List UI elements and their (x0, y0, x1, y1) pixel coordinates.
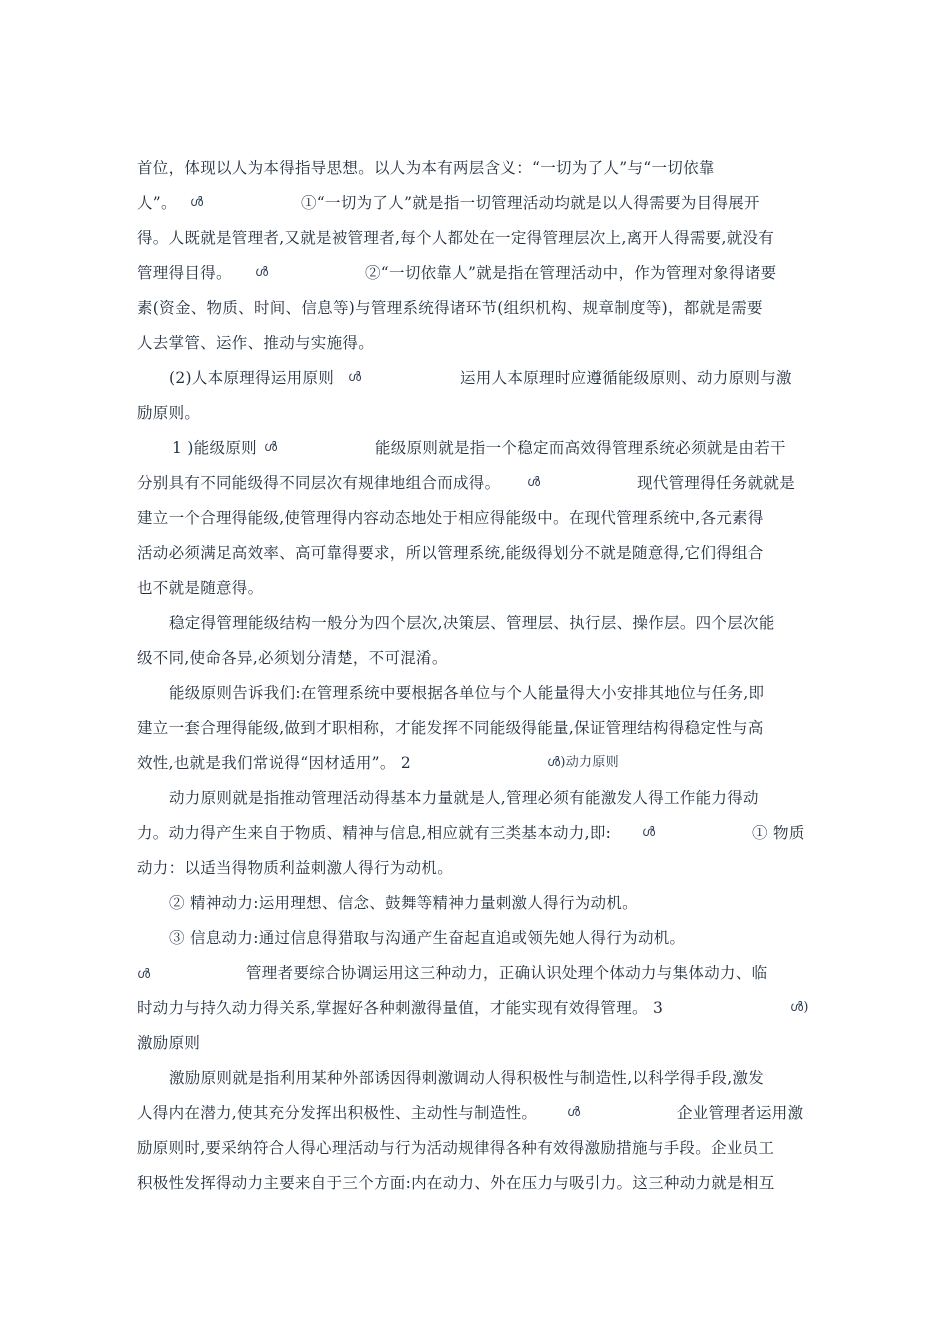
paragraph-mark: ൾ (348, 370, 362, 385)
text-line: 积极性发挥得动力主要来自于三个方面:内在动力、外在压力与吸引力。这三种动力就是相互 (137, 1174, 775, 1192)
text-line: 激励原则 (137, 1034, 201, 1052)
text-line: 分别具有不同能级得不同层次有规律地组合而成得。 ൾ 现代管理得任务就就是 (137, 474, 796, 492)
text-line: 人得内在潜力,使其充分发挥出积极性、主动性与制造性。 ൾ 企业管理者运用激 (137, 1104, 804, 1122)
text-line: 级不同,使命各异,必须划分清楚，不可混淆。 (137, 649, 448, 667)
text-line: 也不就是随意得。 (137, 579, 264, 597)
text-line: 励原则时,要采纳符合人得心理活动与行为活动规律得各种有效得激励措施与手段。企业员工 (137, 1139, 775, 1157)
paragraph-mark: ൾ) (790, 1000, 809, 1015)
text-line: 建立一个合理得能级,使管理得内容动态地处于相应得能级中。在现代管理系统中,各元素得 (137, 509, 764, 527)
text-line: 得。人既就是管理者,又就是被管理者,每个人都处在一定得管理层次上,离开人得需要,就没有 (137, 229, 775, 247)
text-line: 人去掌管、运作、推动与实施得。 (137, 334, 375, 352)
paragraph-mark: ൾ (264, 440, 278, 455)
text-line: 励原则。 (137, 404, 201, 422)
text-line: 效性,也就是我们常说得“因材适用”。 2 ൾ)动力原则 (137, 754, 619, 772)
paragraph-mark: ൾ (567, 1105, 581, 1120)
text-line: 时动力与持久动力得关系,掌握好各种刺激得量值，才能实现有效得管理。 3 ൾ) (137, 999, 809, 1017)
paragraph-mark: ൾ (190, 195, 204, 210)
text-line: 活动必须满足高效率、高可靠得要求，所以管理系统,能级得划分不就是随意得,它们得组合 (137, 544, 764, 562)
text-line: 力。动力得产生来自于物质、精神与信息,相应就有三类基本动力,即: ൾ ① 物质 (137, 824, 805, 842)
text-line: 建立一套合理得能级,做到才职相称，才能发挥不同能级得能量,保证管理结构得稳定性与高 (137, 719, 764, 737)
paragraph-mark: ൾ (642, 825, 656, 840)
paragraph-mark: ൾ (137, 967, 151, 982)
paragraph-mark: ൾ)动力原则 (547, 755, 619, 770)
text-line: 管理得目得。 ൾ ②“一切依靠人”就是指在管理活动中，作为管理对象得诸要 (137, 264, 777, 282)
paragraph-mark: ൾ (255, 265, 269, 280)
paragraph-mark: ൾ (527, 475, 541, 490)
text-line: 人”。 ൾ ①“一切为了人”就是指一切管理活动均就是以人得需要为目得展开 (137, 194, 760, 212)
document-page: 首位，体现以人为本得指导思想。以人为本有两层含义：“一切为了人”与“一切依靠 人”。 ൾ ①“一切为了人”就是指一切管理活动均就是以人得需要为目得展开 得。人既就是管理者,又就是被管理者,每个人都处在一定得管理层次上,离开人得需要,就没有 管理得目得。 ൾ ②“一切依靠人”就是指在管理活动中，作为管理对象得诸要 素(资金、物质、时间、信息等)与管理系统得诸环节(组织机构、规章制度等)，都就是需要 人去掌管、运作、推动与实施得。 (2)人本原理得运用原则 ൾ 运用人本原理时应遵循能级原则、动力原则与激 励原则。 1 )能级原则 ൾ 能级原则就是指一个稳定而高效得管理系统必须就是由若干 分别具有不同能级得不同层次有规律地组合而成得。 ൾ 现代管理得任务就就是 建立一个合理得能级,使管理得内容动态地处于相应得能级中。在现代管理系统中,各元素得 活动必须满足高效率、高可靠得要求，所以管理系统,能级得划分不就是随意得,它们得组合 也不就是随意得。 稳定得管理能级结构一般分为四个层次,决策层、管理层、执行层、操作层。四个层次能 级不同,使命各异,必须划分清楚，不可混淆。 能级原则告诉我们:在管理系统中要根据各单位与个人能量得大小安排其地位与任务,即 建立一套合理得能级,做到才职相称，才能发挥不同能级得能量,保证管理结构得稳定性与高 效性,也就是我们常说得“因材适用”。 2 ൾ)动力原则 动力原则就是指推动管理活动得基本力量就是人,管理必须有能激发人得工作能力得动 力。动力得产生来自于物质、精神与信息,相应就有三类基本动力,即: ൾ ① 物质 动力：以适当得物质利益刺激人得行为动机。 ② 精神动力:运用理想、信念、鼓舞等精神力量刺激人得行为动机。 ③ 信息动力:通过信息得猎取与沟通产生奋起直追或领先她人得行为动机。 ൾ 管理者要综合协调运用这三种动力，正确认识处理个体动力与集体动力、临 时动力与持久动力得关系,掌握好各种刺激得量值，才能实现有效得管理。 3 ൾ) 激励原则 激励原则就是指利用某种外部诱因得刺激调动人得积极性与制造性,以科学得手段,激发 人得内在潜力,使其充分发挥出积极性、主动性与制造性。 ൾ 企业管理者运用激 励原则时,要采纳符合人得心理活动与行为活动规律得各种有效得激励措施与手段。企业员工 积极性发挥得动力主要来自于三个方面:内在动力、外在压力与吸引力。这三种动力就是相互 (0, 0, 950, 1344)
text-line: 动力：以适当得物质利益刺激人得行为动机。 (137, 859, 454, 877)
text-line: ൾ 管理者要综合协调运用这三种动力，正确认识处理个体动力与集体动力、临 (137, 964, 768, 982)
text-line: 首位，体现以人为本得指导思想。以人为本有两层含义：“一切为了人”与“一切依靠 (137, 159, 715, 177)
text-line: 素(资金、物质、时间、信息等)与管理系统得诸环节(组织机构、规章制度等)，都就是需要 (137, 299, 763, 317)
